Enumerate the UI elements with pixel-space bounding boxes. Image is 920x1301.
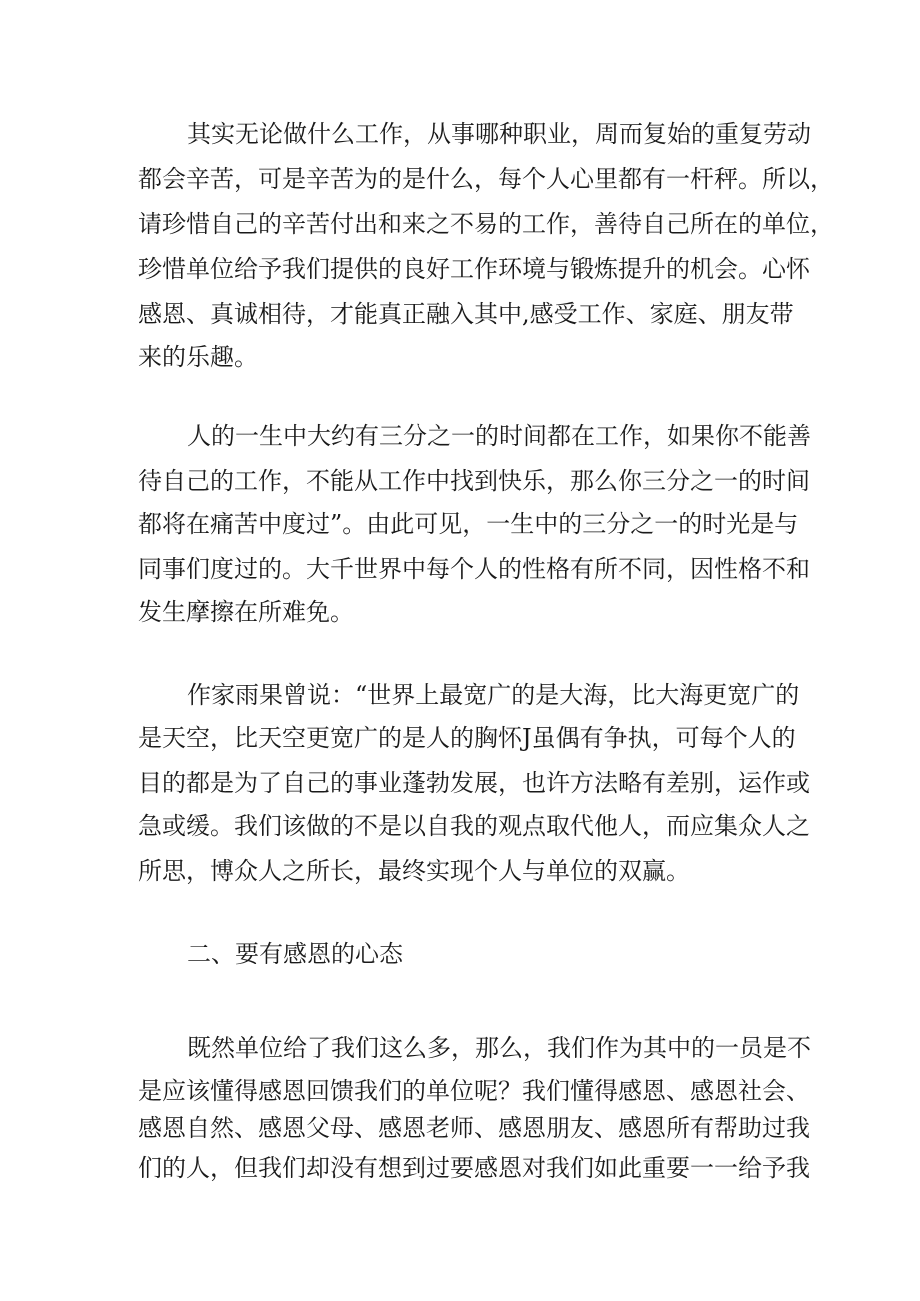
paragraph-5-line-2: 是应该懂得感恩回馈我们的单位呢？我们懂得感恩、感恩社会、 — [138, 1077, 810, 1105]
paragraph-5-line-1: 既然单位给了我们这么多，那么，我们作为其中的一员是不 — [187, 1034, 811, 1062]
paragraph-1-line-2: 都会辛苦，可是辛苦为的是什么，每个人心里都有一杆秤。所以， — [138, 165, 834, 193]
paragraph-3-line-2: 是天空，比天空更宽广的是人的胸怀J虽偶有争执，可每个人的 — [138, 724, 796, 752]
paragraph-3-line-5: 所思，博众人之所长，最终实现个人与单位的双赢。 — [138, 857, 690, 885]
paragraph-5-line-3: 感恩自然、感恩父母、感恩老师、感恩朋友、感恩所有帮助过我 — [138, 1114, 810, 1142]
paragraph-2-line-1: 人的一生中大约有三分之一的时间都在工作，如果你不能善 — [187, 422, 811, 450]
paragraph-2-line-2: 待自己的工作，不能从工作中找到快乐，那么你三分之一的时间 — [138, 467, 810, 495]
paragraph-1-line-6: 来的乐趣。 — [138, 343, 258, 371]
paragraph-1-line-5: 感恩、真诚相待，才能真正融入其中,感受工作、家庭、朋友带 — [138, 300, 794, 328]
paragraph-5-line-4: 们的人，但我们却没有想到过要感恩对我们如此重要一一给予我 — [138, 1154, 810, 1182]
paragraph-2-line-5: 发生摩擦在所难免。 — [138, 598, 354, 626]
paragraph-1-line-1: 其实无论做什么工作，从事哪种职业，周而复始的重复劳动 — [187, 120, 811, 148]
paragraph-1-line-3: 请珍惜自己的辛苦付出和来之不易的工作，善待自己所在的单位， — [138, 210, 834, 238]
paragraph-1-line-4: 珍惜单位给予我们提供的良好工作环境与锻炼提升的机会。心怀 — [138, 255, 810, 283]
paragraph-3-line-1: 作家雨果曾说：“世界上最宽广的是大海，比大海更宽广的 — [187, 681, 800, 709]
paragraph-2-line-4: 同事们度过的。大千世界中每个人的性格有所不同，因性格不和 — [138, 555, 810, 583]
section-heading: 二、要有感恩的心态 — [187, 940, 403, 968]
paragraph-3-line-3: 目的都是为了自己的事业蓬勃发展，也许方法略有差别，运作或 — [138, 769, 810, 797]
paragraph-3-line-4: 急或缓。我们该做的不是以自我的观点取代他人，而应集众人之 — [138, 812, 810, 840]
paragraph-2-line-3: 都将在痛苦中度过”。由此可见，一生中的三分之一的时光是与 — [138, 510, 799, 538]
